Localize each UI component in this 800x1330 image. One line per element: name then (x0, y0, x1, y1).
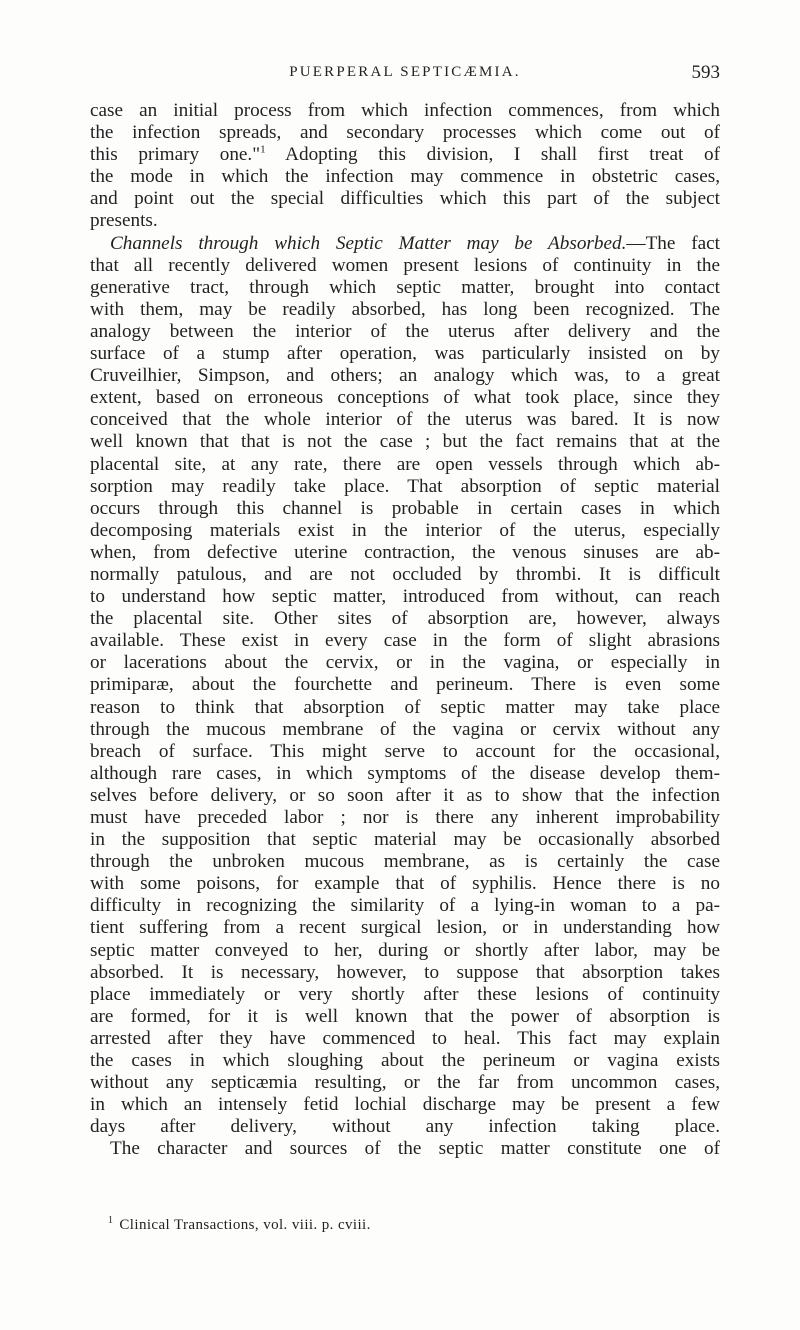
text-line (90, 431, 720, 453)
text-line (90, 1138, 720, 1160)
text-line (90, 1050, 720, 1072)
text-line (90, 100, 720, 122)
running-title: PUERPERAL SEPTICÆMIA. (289, 64, 521, 80)
text-line (90, 962, 720, 984)
text-line (90, 166, 720, 188)
text-line (90, 807, 720, 829)
text-line (90, 984, 720, 1006)
line-text: in which an intensely fetid lochial discharge may be present a few (90, 1094, 720, 1116)
text-line (90, 1072, 720, 1094)
line-text: to understand how septic matter, introduced from without, can reach (90, 586, 720, 608)
line-text: sorption may readily take place. That absorption of septic material (90, 475, 720, 497)
text-line (90, 652, 720, 674)
text-line (90, 630, 720, 652)
text-line (90, 233, 720, 255)
text-line (90, 387, 720, 409)
line-text: and point out the special difficulties which this part of the subject (90, 188, 720, 210)
text-line (90, 851, 720, 873)
text-line (90, 299, 720, 321)
text-line (90, 188, 720, 210)
line-text: this primary one." (90, 144, 261, 166)
line-text: the infection spreads, and secondary processes which come out of (90, 122, 720, 144)
running-head (90, 62, 720, 86)
body-text (90, 100, 720, 1161)
text-line (90, 763, 720, 785)
line-text: well known that that is not the case ; but the fact remains that at the (90, 431, 720, 453)
line-text: —The fact (626, 232, 720, 254)
line-text: available. These exist in every case in the form of slight abrasions (90, 630, 720, 652)
line-text: presents. (90, 210, 158, 232)
line-text: case an initial process from which infection commences, from which (90, 100, 720, 121)
line-text: arrested after they have commenced to heal. This fact may explain (90, 1027, 720, 1049)
line-text: generative tract, through which septic matter, brought into contact (90, 276, 720, 298)
line-text: days after delivery, without any infection taking place. (90, 1116, 720, 1138)
line-text: without any septicæmia resulting, or the far from uncommon cases, (90, 1072, 720, 1094)
line-text: extent, based on erroneous conceptions of what took place, since they (90, 387, 720, 409)
line-text: Adopting this division, I shall first treat of (265, 144, 720, 166)
line-text: septic matter conveyed to her, during or shortly after labor, may be (90, 939, 720, 961)
line-text: selves before delivery, or so soon after it as to show that the infection (90, 784, 720, 806)
text-line (90, 608, 720, 630)
text-line (90, 365, 720, 387)
text-line (90, 829, 720, 851)
footnote (108, 1217, 371, 1234)
line-text: place immediately or very shortly after these lesions of continuity (90, 983, 720, 1005)
line-text: through the mucous membrane of the vagina or cervix without any (90, 718, 720, 740)
text-line (90, 674, 720, 696)
line-text: surface of a stump after operation, was particularly insisted on by (90, 343, 720, 365)
text-line (90, 454, 720, 476)
line-text: or lacerations about the cervix, or in the vagina, or especially in (90, 652, 720, 674)
footnote-reference: 1 (260, 143, 266, 156)
line-text: The character and sources of the septic matter constitute one of (110, 1138, 720, 1160)
line-text: are formed, for it is well known that the power of absorption is (90, 1005, 720, 1027)
text-line (90, 321, 720, 343)
line-text: breach of surface. This might serve to account for the occasional, (90, 740, 720, 762)
line-text: the placental site. Other sites of absorption are, however, always (90, 608, 720, 630)
line-text: tient suffering from a recent surgical lesion, or in understanding how (90, 917, 720, 939)
text-line (90, 917, 720, 939)
text-line (90, 741, 720, 763)
line-text: analogy between the interior of the uterus after delivery and the (90, 320, 720, 342)
text-line (90, 940, 720, 962)
text-line (90, 255, 720, 277)
text-line (90, 343, 720, 365)
line-text: placental site, at any rate, there are open vessels through which ab- (90, 453, 720, 475)
text-line (90, 564, 720, 586)
footnote-marker: 1 (108, 1215, 114, 1226)
line-text: conceived that the whole interior of the uterus was bared. It is now (90, 409, 720, 431)
line-text: occurs through this channel is probable in certain cases in which (90, 497, 720, 519)
line-text: although rare cases, in which symptoms of the disease develop them- (90, 762, 720, 784)
line-text: with them, may be readily absorbed, has long been recognized. The (90, 298, 720, 320)
line-text: difficulty in recognizing the similarity of a lying-in woman to a pa- (90, 895, 720, 917)
section-heading: Channels through which Septic Matter may be Absorbed. (110, 232, 627, 254)
line-text: through the unbroken mucous membrane, as is certainly the case (90, 851, 720, 873)
text-line (90, 1006, 720, 1028)
line-text: decomposing materials exist in the interior of the uterus, especially (90, 519, 720, 541)
text-line (90, 785, 720, 807)
text-line (90, 1116, 720, 1138)
text-line (90, 409, 720, 431)
text-line (90, 144, 720, 166)
line-text: with some poisons, for example that of syphilis. Hence there is no (90, 873, 720, 895)
line-text: the cases in which sloughing about the perineum or vagina exists (90, 1050, 720, 1072)
text-line (90, 719, 720, 741)
text-line (90, 277, 720, 299)
text-line (90, 1028, 720, 1050)
text-line (90, 586, 720, 608)
footnote-text: Clinical Transactions, vol. viii. p. cviii. (119, 1217, 371, 1233)
line-text: the mode in which the infection may commence in obstetric cases, (90, 166, 720, 188)
line-text: that all recently delivered women present lesions of continuity in the (90, 254, 720, 276)
text-line (90, 873, 720, 895)
line-text: absorbed. It is necessary, however, to suppose that absorption takes (90, 961, 720, 983)
text-line (90, 542, 720, 564)
line-text: in the supposition that septic material may be occasionally absorbed (90, 829, 720, 851)
line-text: normally patulous, and are not occluded by thrombi. It is difficult (90, 563, 720, 585)
line-text: when, from defective uterine contraction, the venous sinuses are ab- (90, 541, 720, 563)
text-line (90, 1094, 720, 1116)
page-number: 593 (691, 62, 720, 83)
text-line (90, 520, 720, 542)
text-line (90, 498, 720, 520)
line-text: reason to think that absorption of septic matter may take place (90, 696, 720, 718)
text-line (90, 476, 720, 498)
text-line (90, 895, 720, 917)
text-line (90, 122, 720, 144)
text-line (90, 210, 720, 232)
text-line (90, 697, 720, 719)
line-text: must have preceded labor ; nor is there any inherent improbability (90, 807, 720, 828)
line-text: Cruveilhier, Simpson, and others; an analogy which was, to a great (90, 365, 720, 387)
line-text: primiparæ, about the fourchette and perineum. There is even some (90, 674, 720, 696)
